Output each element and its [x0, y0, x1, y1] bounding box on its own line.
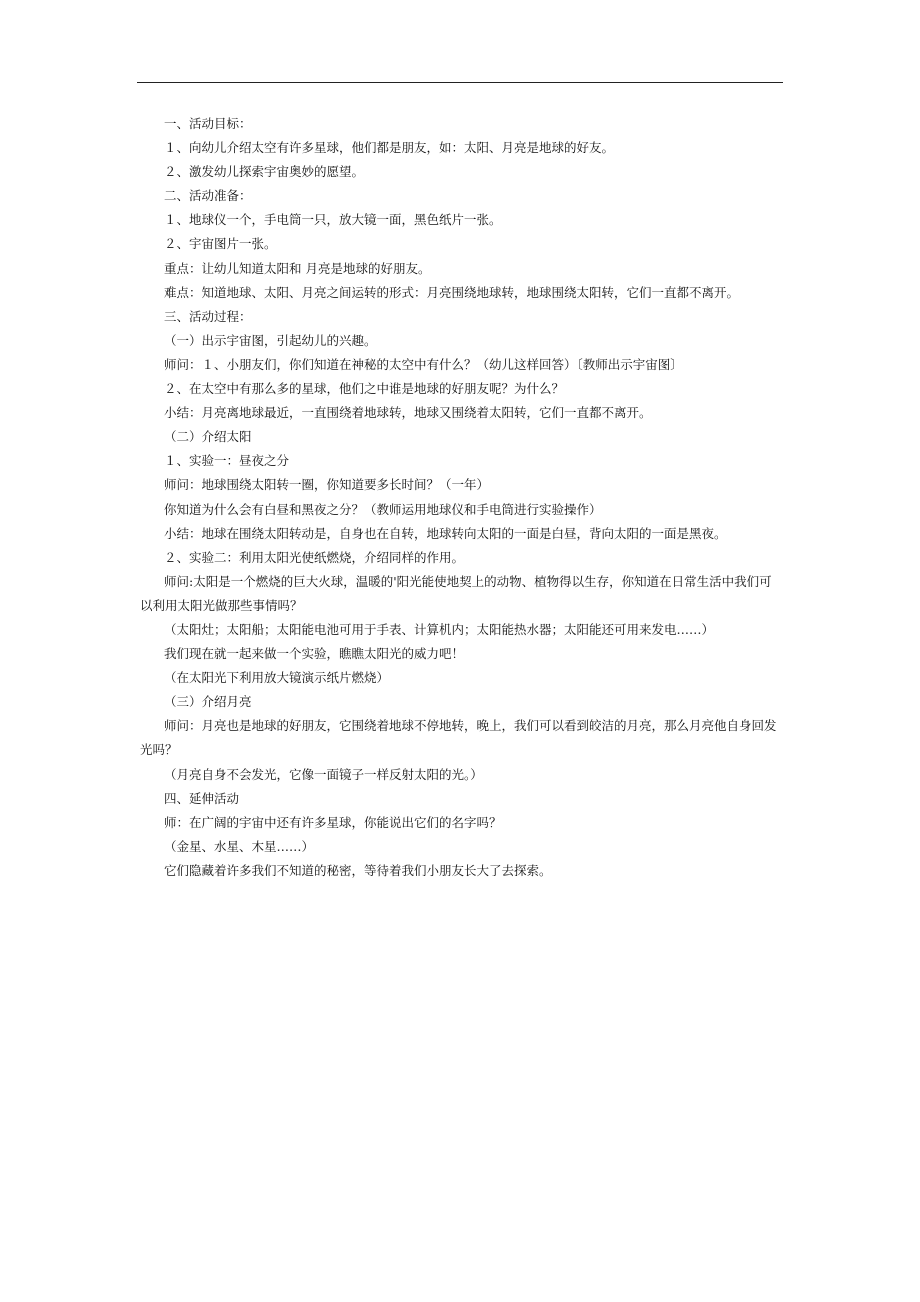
text-line: １、向幼儿介绍太空有许多星球，他们都是朋友，如：太阳、月亮是地球的好友。 [164, 140, 615, 156]
text-line: 你知道为什么会有白昼和黑夜之分？（教师运用地球仪和手电筒进行实验操作） [164, 501, 602, 517]
subsection-heading-sun: （二）介绍太阳 [164, 429, 252, 445]
header-rule [137, 82, 783, 83]
text-line: 小结：地球在围绕太阳转动是，自身也在自转，地球转向太阳的一面是白昼，背向太阳的一面是黑夜。 [164, 525, 727, 541]
text-line: 它们隐藏着许多我们不知道的秘密，等待着我们小朋友长大了去探索。 [164, 862, 552, 878]
text-line: ２、宇宙图片一张。 [164, 236, 277, 252]
text-line: 我们现在就一起来做一个实验，瞧瞧太阳光的威力吧！ [164, 646, 465, 662]
text-line: ２、在太空中有那么多的星球，他们之中谁是地球的好朋友呢？为什么？ [164, 381, 565, 397]
text-line: 小结：月亮离地球最近，一直围绕着地球转，地球又围绕着太阳转，它们一直都不离开。 [164, 405, 652, 421]
section-heading-goals: 一、活动目标： [164, 116, 252, 131]
text-line: 难点：知道地球、太阳、月亮之间运转的形式：月亮围绕地球转，地球围绕太阳转，它们一直都不离开。 [164, 284, 740, 300]
text-line: １、实验一：昼夜之分 [164, 453, 290, 469]
paragraph-moon-question: 师问：月亮也是地球的好朋友，它围绕着地球不停地转，晚上，我们可以看到皎洁的月亮，那么月亮他自身回发光吗？ [140, 718, 777, 758]
section-heading-extension: 四、延伸活动 [164, 790, 240, 806]
section-heading-preparation: 二、活动准备： [164, 188, 252, 204]
text-line: 师问：地球围绕太阳转一圈，你知道要多长时间？（一年） [164, 477, 490, 493]
text-line: （月亮自身不会发光，它像一面镜子一样反射太阳的光。） [164, 766, 483, 782]
text-line: 师问：１、小朋友们，你们知道在神秘的太空中有什么？（幼儿这样回答）〔教师出示宇宙图〕 [164, 356, 683, 372]
text-line: （太阳灶；太阳船；太阳能电池可用于手表、计算机内；太阳能热水器；太阳能还可用来发电……） [164, 621, 715, 637]
text-line: ２、实验二：利用太阳光使纸燃烧，介绍同样的作用。 [164, 549, 465, 565]
text-line: （在太阳光下利用放大镜演示纸片燃烧） [164, 670, 390, 686]
text-line: 重点：让幼儿知道太阳和 月亮是地球的好朋友。 [164, 260, 431, 276]
section-heading-process: 三、活动过程： [164, 308, 252, 324]
text-line: ２、激发幼儿探索宇宙奥妙的愿望。 [164, 164, 365, 180]
text-line: （一）出示宇宙图，引起幼儿的兴趣。 [164, 332, 377, 348]
paragraph-sun-question: 师问:太阳是一个燃烧的巨大火球，温暖的'阳光能使地契上的动物、植物得以生存，你知道在日常生活中我们可以利用太阳光做那些事情吗？ [140, 573, 772, 613]
text-line: （金星、水星、木星……） [164, 838, 315, 854]
subsection-heading-moon: （三）介绍月亮 [164, 694, 252, 710]
text-line: １、地球仪一个，手电筒一只，放大镜一面，黑色纸片一张。 [164, 212, 502, 228]
text-line: 师：在广阔的宇宙中还有许多星球，你能说出它们的名字吗？ [164, 814, 502, 830]
document-body [140, 112, 783, 883]
